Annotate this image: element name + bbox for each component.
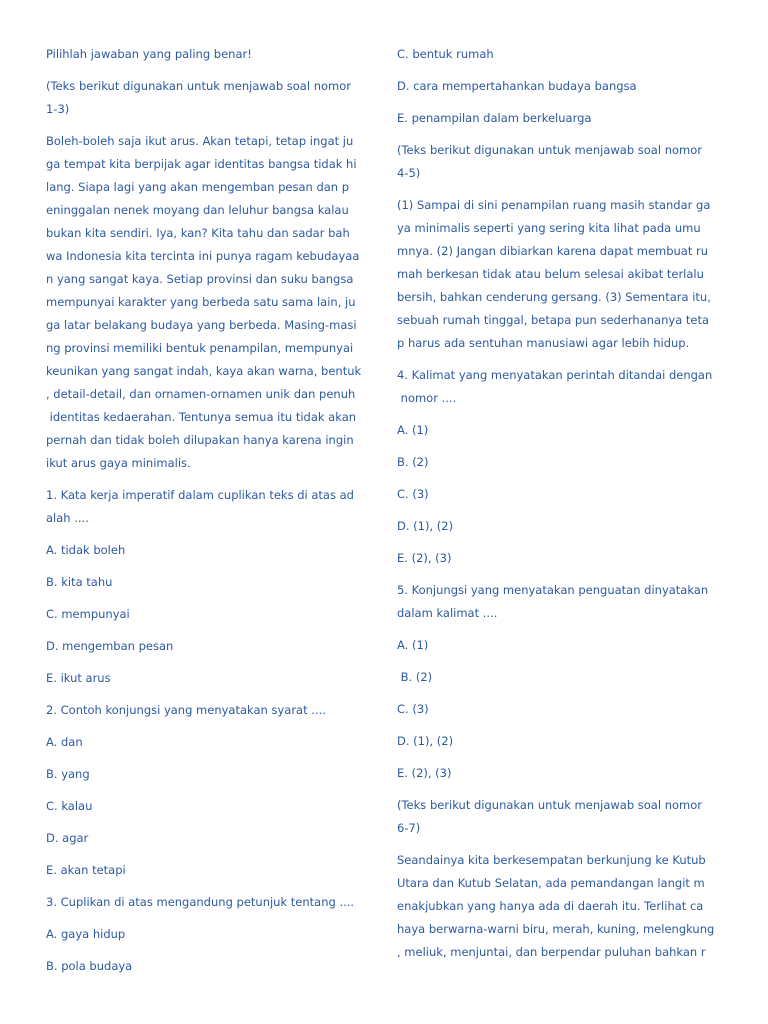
option-5b: B. (2) bbox=[397, 670, 433, 684]
reading-passage-2: (1) Sampai di sini penampilan ruang masih standar ga ya minimalis seperti yang sering kita lihat pada umu mnya. (2) Jangan dibiarkan karena dapat membuat ru mah berkesan tidak atau belum selesai akibat terlalu bersih, bahkan cenderung gersang. (3) Sementara itu, sebuah rumah tinggal, betapa pun sederhananya teta p harus ada sentuhan manusiawi agar lebih hidup. bbox=[397, 198, 711, 350]
passage-note-1-3: (Teks berikut digunakan untuk menjawab soal nomor 1-3) bbox=[46, 79, 351, 116]
question-3: 3. Cuplikan di atas mengandung petunjuk tentang .... bbox=[46, 895, 355, 909]
option-1b: B. kita tahu bbox=[46, 575, 113, 589]
option-4c: C. (3) bbox=[397, 487, 429, 501]
option-4e: E. (2), (3) bbox=[397, 551, 452, 565]
option-5e: E. (2), (3) bbox=[397, 766, 452, 780]
option-2e: E. akan tetapi bbox=[46, 863, 126, 877]
question-4: 4. Kalimat yang menyatakan perintah ditandai dengan nomor .... bbox=[397, 368, 713, 405]
option-3d: D. cara mempertahankan budaya bangsa bbox=[397, 79, 637, 93]
left-column bbox=[46, 43, 372, 987]
option-1d: D. mengemban pesan bbox=[46, 639, 174, 653]
question-2: 2. Contoh konjungsi yang menyatakan syarat .... bbox=[46, 703, 326, 717]
right-column bbox=[397, 43, 723, 973]
option-3a: A. gaya hidup bbox=[46, 927, 126, 941]
option-1c: C. mempunyai bbox=[46, 607, 130, 621]
option-5d: D. (1), (2) bbox=[397, 734, 454, 748]
option-2b: B. yang bbox=[46, 767, 90, 781]
reading-passage-1: Boleh-boleh saja ikut arus. Akan tetapi, tetap ingat ju ga tempat kita berpijak agar identitas bangsa tidak hi lang. Siapa lagi yang akan mengemban pesan dan p eninggalan nenek moyang dan leluhur bangsa kalau bukan kita sendiri. Iya, kan? Kita tahu dan sadar bah wa Indonesia kita tercinta ini punya ragam kebudayaa n yang sangat kaya. Setiap provinsi dan suku bangsa mempunyai karakter yang berbeda satu sama lain, ju ga latar belakang budaya yang berbeda. Masing-masi ng provinsi memiliki bentuk penampilan, mempunyai keunikan yang sangat indah, kaya akan warna, bentuk , detail-detail, dan ornamen-ornamen unik dan penuh identitas kedaerahan. Tentunya semua itu tidak akan pernah dan tidak boleh dilupakan hanya karena ingin ikut arus gaya minimalis. bbox=[46, 134, 362, 470]
option-2a: A. dan bbox=[46, 735, 83, 749]
option-4d: D. (1), (2) bbox=[397, 519, 454, 533]
instruction: Pilihlah jawaban yang paling benar! bbox=[46, 47, 252, 61]
reading-passage-3: Seandainya kita berkesempatan berkunjung ke Kutub Utara dan Kutub Selatan, ada pemandangan langit m enakjubkan yang hanya ada di daerah itu. Terlihat ca haya berwarna-warni biru, merah, kuning, melengkung , meliuk, menjuntai, dan berpendar puluhan bahkan r bbox=[397, 853, 715, 959]
option-1a: A. tidak boleh bbox=[46, 543, 126, 557]
passage-note-6-7: (Teks berikut digunakan untuk menjawab soal nomor 6-7) bbox=[397, 798, 702, 835]
option-5a: A. (1) bbox=[397, 638, 429, 652]
question-5: 5. Konjungsi yang menyatakan penguatan dinyatakan dalam kalimat .... bbox=[397, 583, 709, 620]
option-3e: E. penampilan dalam berkeluarga bbox=[397, 111, 592, 125]
option-5c: C. (3) bbox=[397, 702, 429, 716]
passage-note-4-5: (Teks berikut digunakan untuk menjawab soal nomor 4-5) bbox=[397, 143, 702, 180]
option-2d: D. agar bbox=[46, 831, 89, 845]
option-2c: C. kalau bbox=[46, 799, 93, 813]
option-4a: A. (1) bbox=[397, 423, 429, 437]
option-3c: C. bentuk rumah bbox=[397, 47, 494, 61]
option-3b: B. pola budaya bbox=[46, 959, 133, 973]
option-1e: E. ikut arus bbox=[46, 671, 111, 685]
question-1: 1. Kata kerja imperatif dalam cuplikan teks di atas ad alah .... bbox=[46, 488, 354, 525]
option-4b: B. (2) bbox=[397, 455, 429, 469]
